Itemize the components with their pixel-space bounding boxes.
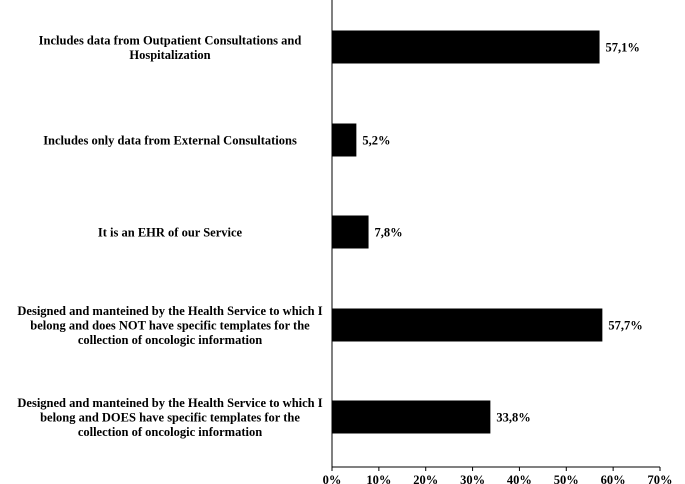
category-label-line: Includes data from Outpatient Consultations and bbox=[38, 33, 302, 48]
category-label-2 bbox=[43, 134, 297, 148]
value-label-5: 33,8% bbox=[496, 410, 531, 425]
category-label-1 bbox=[39, 33, 302, 62]
x-tick-label: 10% bbox=[366, 473, 392, 484]
category-label-line: Hospitalization bbox=[129, 47, 211, 62]
category-label-3 bbox=[98, 226, 243, 240]
value-label-1: 57,1% bbox=[605, 40, 640, 55]
x-tick-label: 70% bbox=[647, 473, 673, 484]
x-tick-label: 50% bbox=[553, 473, 579, 484]
bar-1 bbox=[332, 31, 600, 64]
value-labels bbox=[362, 41, 642, 425]
bar-2 bbox=[332, 124, 356, 157]
x-tick-label: 60% bbox=[600, 473, 626, 484]
bar-5 bbox=[332, 401, 490, 434]
category-label-line: Includes only data from External Consultations bbox=[43, 133, 297, 148]
x-tick-label: 0% bbox=[322, 473, 342, 484]
x-axis-ticks bbox=[323, 467, 673, 484]
bar-3 bbox=[332, 216, 369, 249]
value-label-2: 5,2% bbox=[362, 133, 391, 148]
category-label-line: collection of oncologic information bbox=[77, 333, 263, 347]
value-label-3: 7,8% bbox=[374, 225, 403, 240]
value-label-4: 57,7% bbox=[608, 318, 643, 333]
x-tick-label: 40% bbox=[506, 473, 532, 484]
category-label-line: belong and does NOT have specific templates for the bbox=[30, 318, 310, 333]
category-label-5 bbox=[17, 396, 322, 439]
category-label-line: belong and DOES have specific templates for the bbox=[40, 410, 300, 425]
x-tick-label: 30% bbox=[460, 473, 486, 484]
category-label-line: Designed and manteined by the Health Service to which I bbox=[17, 396, 323, 410]
bars bbox=[332, 31, 602, 434]
category-label-line: It is an EHR of our Service bbox=[97, 225, 243, 240]
category-label-line: collection of oncologic information bbox=[77, 425, 263, 439]
category-labels bbox=[17, 33, 322, 439]
x-tick-label: 20% bbox=[413, 473, 439, 484]
category-label-line: Designed and manteined by the Health Service to which I bbox=[17, 304, 323, 318]
bar-4 bbox=[332, 309, 602, 342]
category-label-4 bbox=[17, 304, 322, 347]
